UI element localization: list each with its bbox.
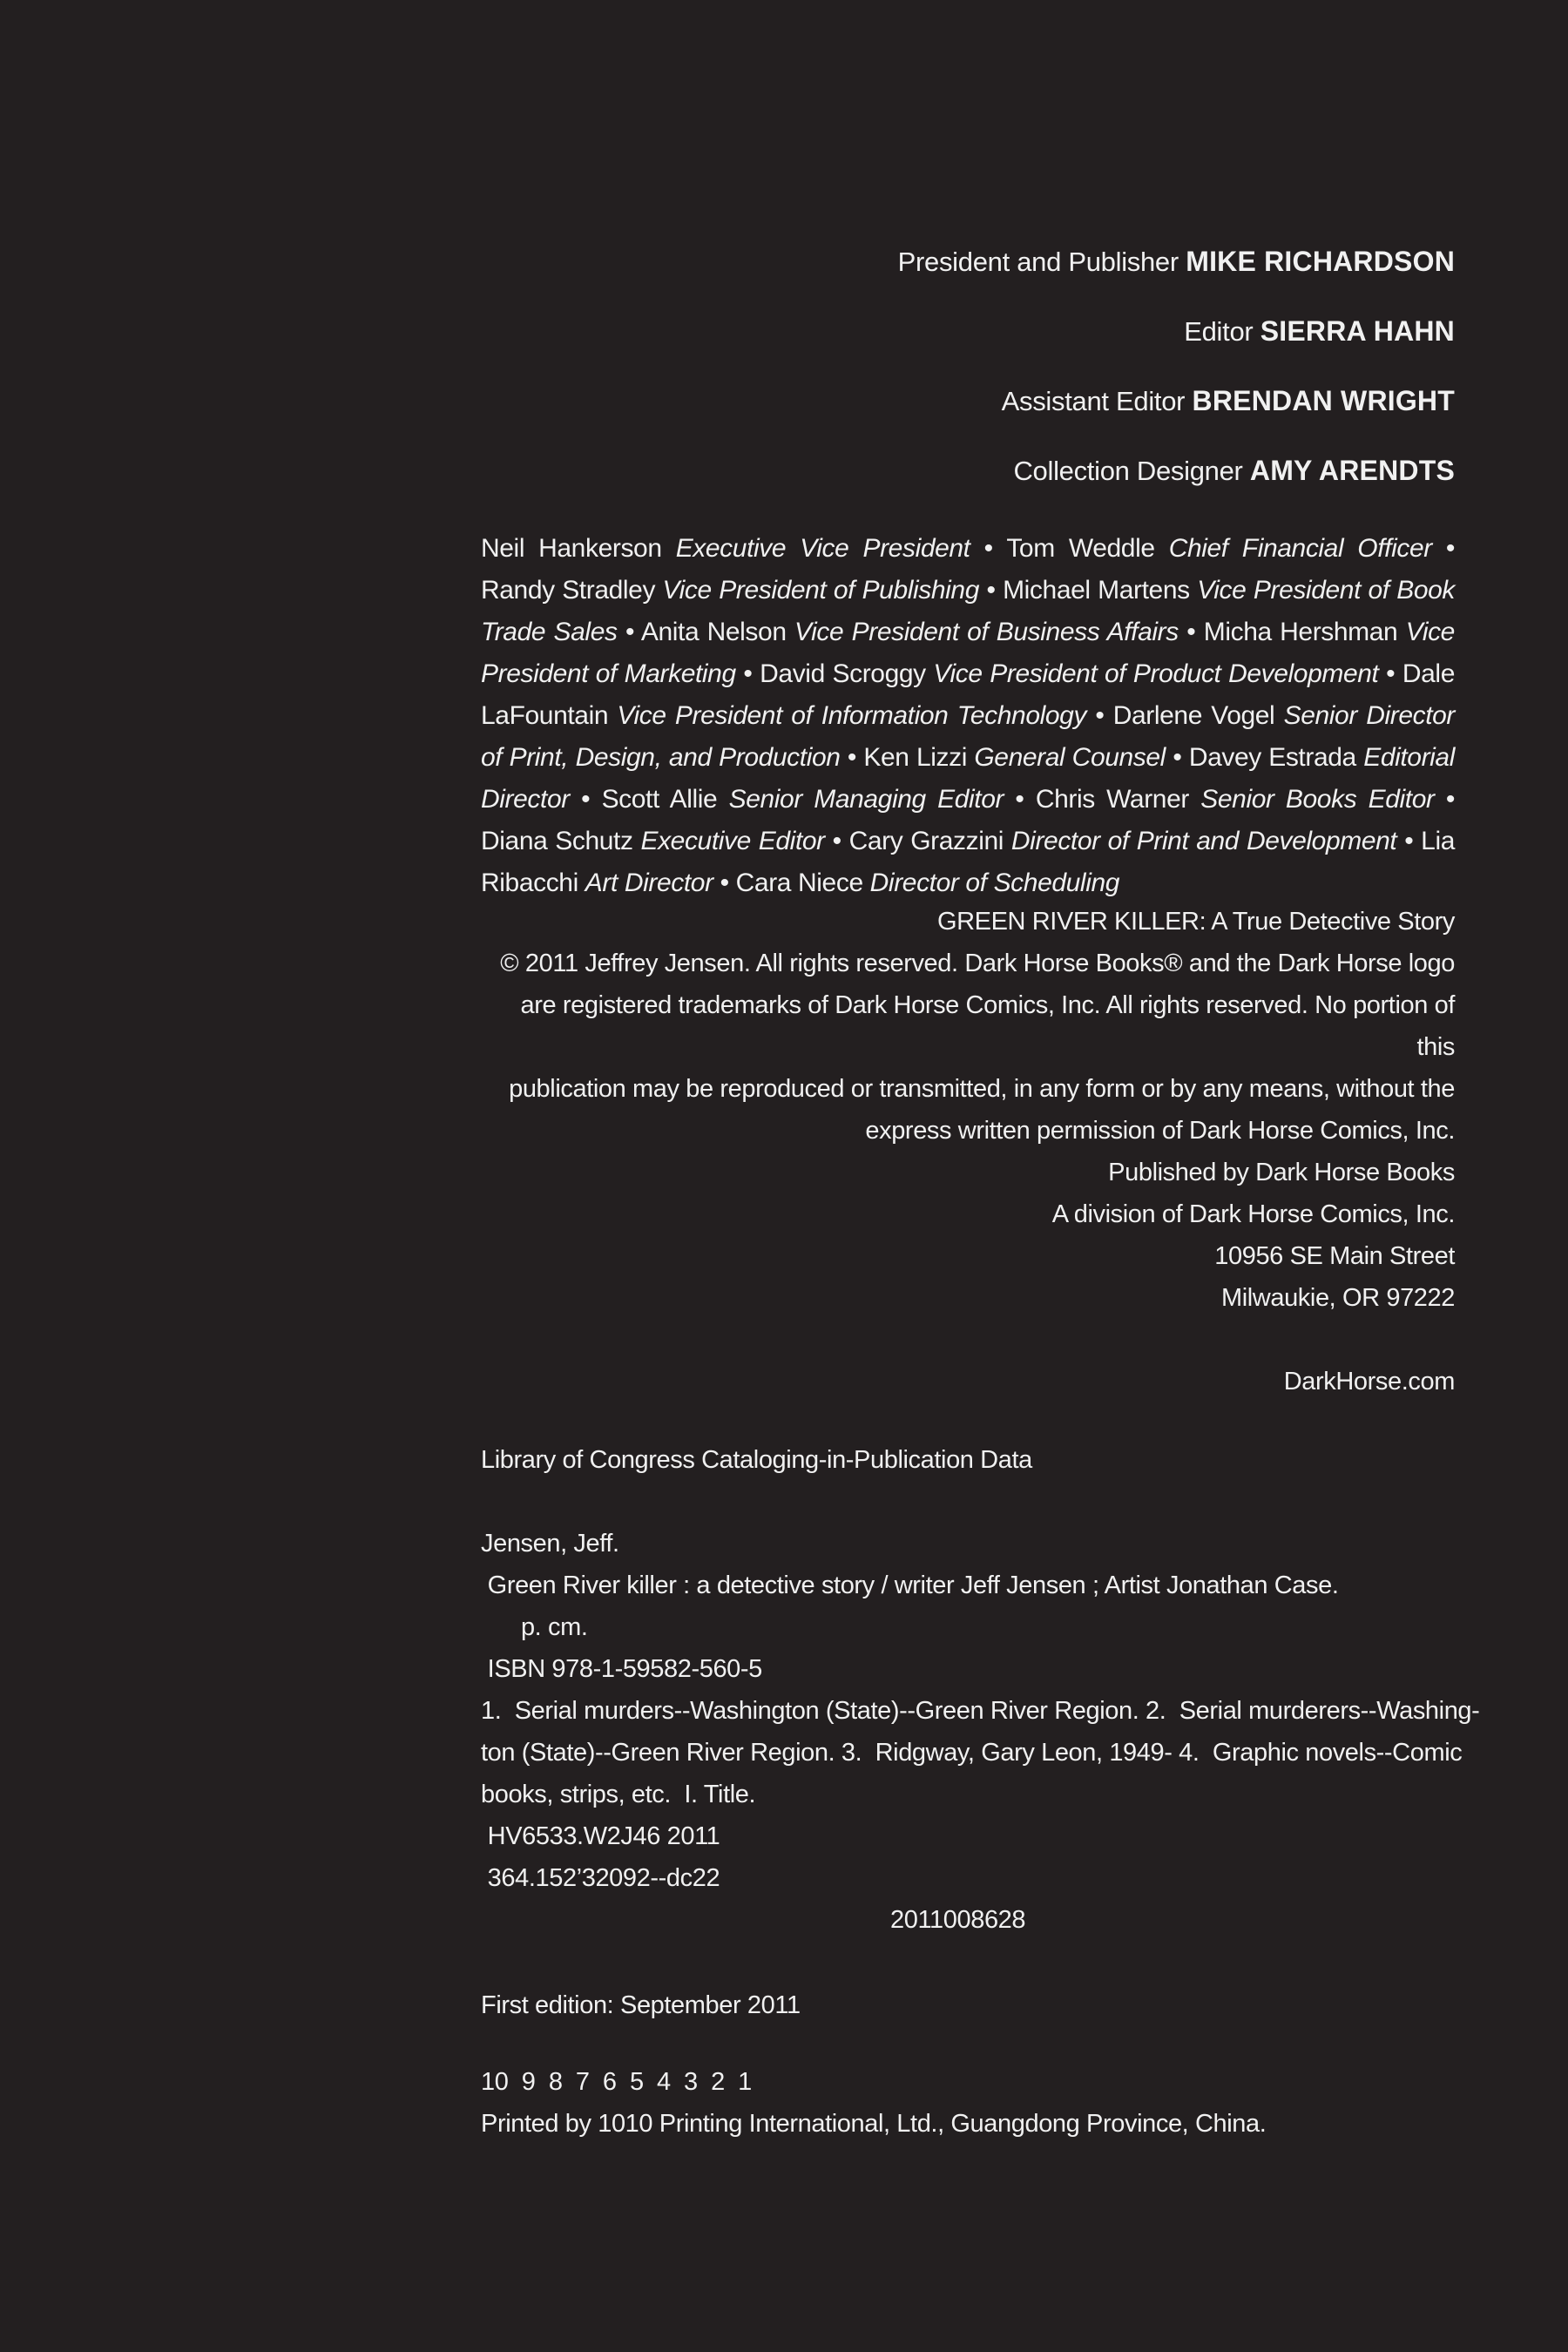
legal-line: express written permission of Dark Horse Comics, Inc. [865, 1117, 1455, 1145]
staff-title: Vice President of Information Technology [617, 701, 1087, 730]
address-line: Published by Dark Horse Books [1108, 1159, 1455, 1186]
catalog-line: ISBN 978-1-59582-560-5 [481, 1655, 762, 1683]
bullet-separator: • [1004, 785, 1036, 814]
staff-name: Randy Stradley [481, 576, 656, 605]
staff-name: Anita Nelson [640, 618, 787, 646]
staff-title: Senior Managing Editor [728, 785, 1004, 814]
legal-line: © 2011 Jeffrey Jensen. All rights reserved. Dark Horse Books® and the Dark Horse logo [500, 950, 1455, 977]
bullet-separator: • [1431, 534, 1456, 563]
staff-name: Chris Warner [1035, 785, 1189, 814]
catalog-line: HV6533.W2J46 2011 [481, 1822, 720, 1850]
catalog-line: Green River killer : a detective story / writer Jeff Jensen ; Artist Jonathan Case. [481, 1571, 1339, 1599]
staff-title: Vice President of Marketing [481, 618, 1455, 688]
bullet-separator: • [617, 618, 641, 646]
catalog-line: books, strips, etc. I. Title. [481, 1781, 756, 1808]
staff-title: Art Director [585, 868, 713, 897]
credit-publisher [481, 237, 1455, 307]
bullet-separator: • [735, 659, 760, 688]
staff-name: Davey Estrada [1188, 743, 1356, 772]
bullet-separator: • [1434, 785, 1455, 814]
staff-title: Senior Books Editor [1200, 785, 1435, 814]
credit-editor [481, 307, 1455, 376]
credit-assistant-editor [481, 376, 1455, 446]
legal-line: are registered trademarks of Dark Horse Comics, Inc. All rights reserved. No portion of this [520, 991, 1455, 1061]
staff-name: Darlene Vogel [1112, 701, 1275, 730]
bullet-separator: • [1165, 743, 1189, 772]
staff-title: Vice President of Book Trade Sales [481, 576, 1455, 646]
credit-name: SIERRA HAHN [1260, 315, 1455, 347]
staff-name: Diana Schutz [481, 827, 633, 855]
catalog-line: 1. Serial murders--Washington (State)--Green River Region. 2. Serial murderers--Washing- [481, 1697, 1480, 1725]
printing-info [481, 2061, 1455, 2145]
staff-name: Tom Weddle [1006, 534, 1155, 563]
credit-name: BRENDAN WRIGHT [1192, 385, 1455, 416]
bullet-separator: • [840, 743, 864, 772]
credit-designer [481, 446, 1455, 516]
catalog-line: Jensen, Jeff. [481, 1530, 619, 1558]
staff-title: Editorial Director [481, 743, 1455, 814]
staff-title: Chief Financial Officer [1168, 534, 1432, 563]
staff-name: Micha Hershman [1203, 618, 1398, 646]
staff-name: Cary Grazzini [848, 827, 1004, 855]
staff-title: General Counsel [974, 743, 1166, 772]
staff-title: Vice President of Business Affairs [794, 618, 1179, 646]
staff-name: Ken Lizzi [863, 743, 967, 772]
staff-title: Executive Editor [640, 827, 825, 855]
staff-name: Scott Allie [601, 785, 718, 814]
staff-title: Executive Vice President [675, 534, 970, 563]
credit-role: President and Publisher [897, 247, 1179, 277]
staff-title: Senior Director of Print, Design, and Production [481, 701, 1456, 772]
staff-title: Vice President of Publishing [662, 576, 979, 605]
address-line: 10956 SE Main Street [1214, 1242, 1455, 1270]
staff-title: Director of Print and Development [1010, 827, 1397, 855]
cataloging-data [481, 1439, 1480, 1941]
bullet-separator: • [970, 534, 1007, 563]
catalog-line: 364.152’32092--dc22 [481, 1864, 720, 1892]
bullet-separator: • [713, 868, 736, 897]
editorial-credits [481, 237, 1455, 516]
bullet-separator: • [824, 827, 849, 855]
catalog-line: p. cm. [481, 1613, 588, 1641]
staff-list [481, 528, 1455, 904]
address-line: A division of Dark Horse Comics, Inc. [1051, 1200, 1455, 1228]
bullet-separator: • [1396, 827, 1422, 855]
publisher-address [481, 1152, 1455, 1319]
lccn-number: 2011008628 [890, 1906, 1026, 1934]
legal-line: publication may be reproduced or transmitted, in any form or by any means, without the [509, 1075, 1455, 1103]
address-line: Milwaukie, OR 97222 [1220, 1284, 1455, 1312]
staff-name: Michael Martens [1003, 576, 1190, 605]
credit-role: Collection Designer [1013, 456, 1243, 486]
credit-name: MIKE RICHARDSON [1186, 246, 1455, 277]
printer-line: Printed by 1010 Printing International, Ltd., Guangdong Province, China. [481, 2110, 1267, 2138]
catalog-line: ton (State)--Green River Region. 3. Ridgway, Gary Leon, 1949- 4. Graphic novels--Comic [481, 1739, 1463, 1767]
bullet-separator: • [979, 576, 1004, 605]
printing-numbers: 10 9 8 7 6 5 4 3 2 1 [481, 2068, 752, 2096]
website: DarkHorse.com [1283, 1368, 1455, 1396]
staff-title: Director of Scheduling [869, 868, 1120, 897]
credit-role: Editor [1184, 316, 1254, 347]
book-title-line: GREEN RIVER KILLER: A True Detective Story [936, 908, 1455, 936]
bullet-separator: • [1378, 659, 1402, 688]
staff-name: Dale LaFountain [481, 659, 1455, 730]
bullet-separator: • [1178, 618, 1204, 646]
credit-name: AMY ARENDTS [1249, 455, 1455, 486]
credit-role: Assistant Editor [1001, 386, 1186, 416]
bullet-separator: • [569, 785, 602, 814]
staff-title: Vice President of Product Development [933, 659, 1379, 688]
staff-name: Lia Ribacchi [481, 827, 1456, 897]
catalog-heading: Library of Congress Cataloging-in-Publication Data [481, 1446, 1032, 1474]
staff-name: David Scroggy [760, 659, 926, 688]
staff-name: Neil Hankerson [481, 534, 662, 563]
staff-name: Cara Niece [735, 868, 863, 897]
legal-notice [481, 901, 1455, 1152]
edition: First edition: September 2011 [481, 1991, 801, 2019]
bullet-separator: • [1086, 701, 1113, 730]
